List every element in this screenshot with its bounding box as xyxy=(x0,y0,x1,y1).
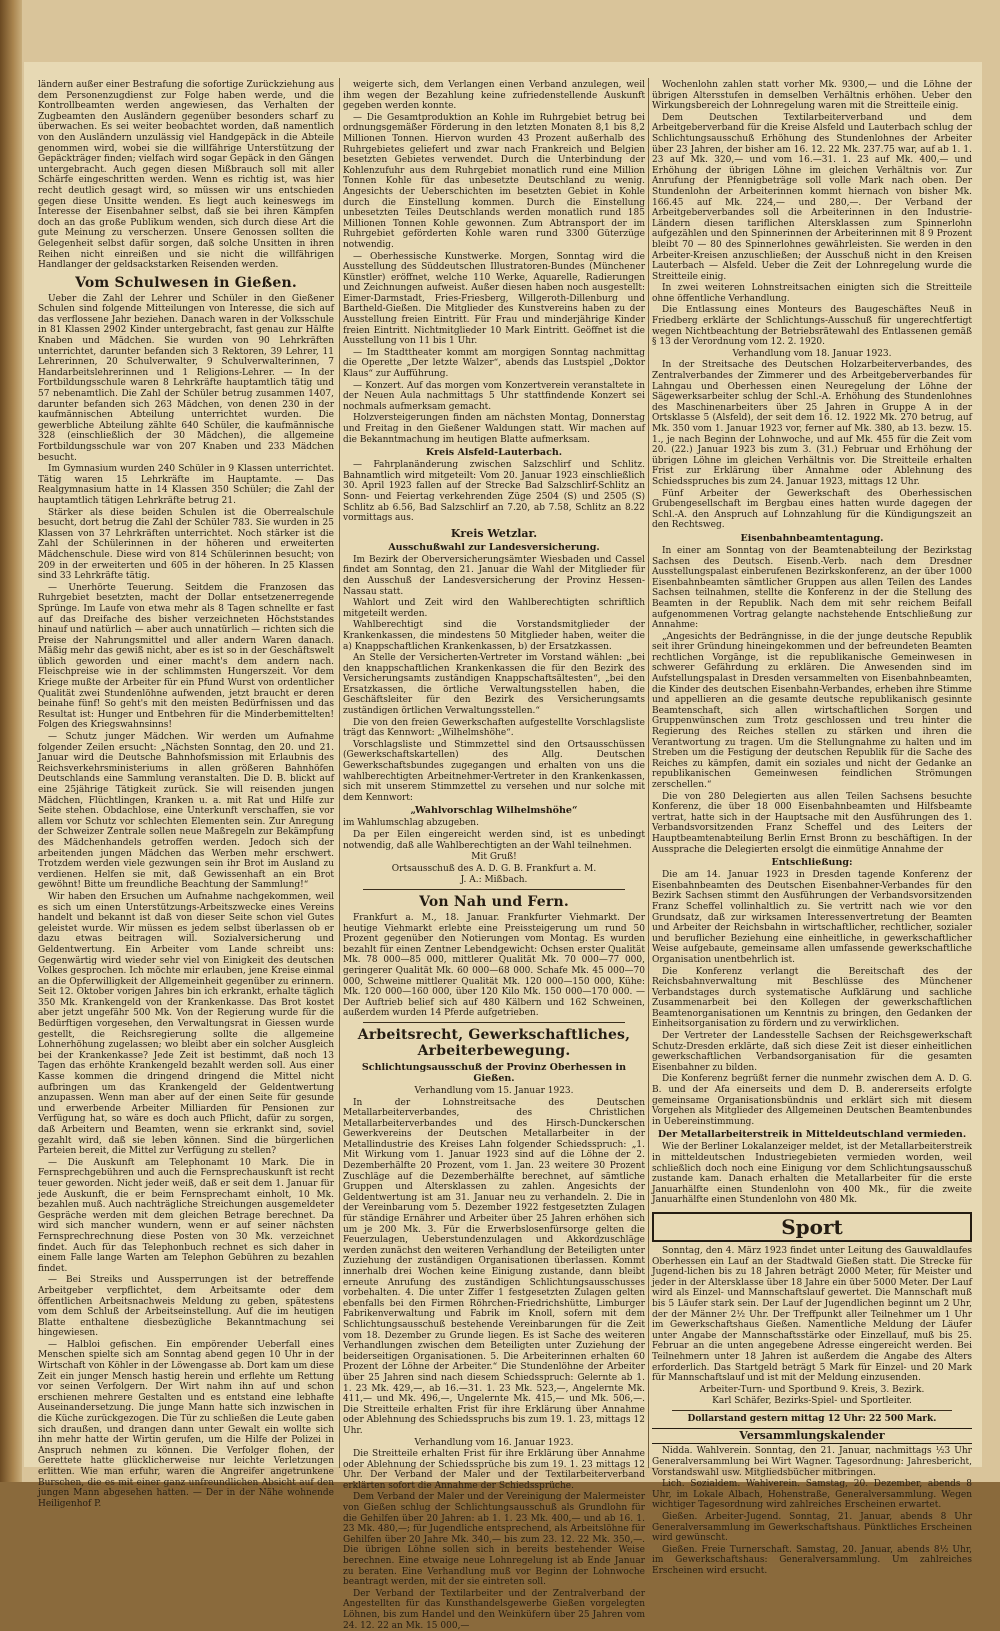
signature-name: Karl Schäfer, Bezirks-Spiel- und Sportleiter. xyxy=(712,1396,912,1407)
paragraph: — Die Auskunft am Telephonamt 10 Mark. Die in Fernsprechgebühren und auch die Fernsprechauskunft ist recht teuer geworden. Nicht jeder weiß, daß er seit dem 1. Januar für jede Auskunft, die er beim Fernsprechamt einholt, 10 Mk. bezahlen muß. Auch nachträgliche Streichungen ausgemeldeter Gespräche werden mit dem gleichen Betrage berechnet. Da wird sich mancher wundern, wenn er auf seiner nächsten Fernsprechrechnung diese Posten von 30 Mk. verzeichnet findet. Auch für das Telephonbuch rechnet es sich daher in einem Falle lange Warten am Telephon Gebühren zu bezahlen findet. xyxy=(38,1157,334,1274)
paragraph: Gießen. Freie Turnerschaft. Samstag, 20. Januar, abends 8½ Uhr, im Gewerkschaftshaus: Generalversammlung. Um zahlreiches Erscheinen wird ersucht. xyxy=(652,1544,972,1576)
paragraph: — Unerhörte Teuerung. Seitdem die Franzosen das Ruhrgebiet besetzten, macht der Dollar entsetzenerregende Sprünge. Im Laufe von etwa mehr als 8 Tagen schnellte er fast auf das Dreifache des bisher verzeichneten Höchststandes hinauf und natürlich — aber auch unnatürlich — richten sich die Preise der Nahrungsmittel und aller andern Waren danach. Mäßig mehr das gewiß nicht, aber es ist so in der Geschäftswelt üblich geworden und einer macht's dem andern nach. Fleischpreise wie in der schlimmsten Hungerszeit. Vor dem Kriege mußte der Arbeiter für ein Pfund Wurst von ordentlicher Qualität zwei Stundenlöhne aufwenden, jetzt braucht er deren beinahe fünf! So geht's mit den meisten Bedürfnissen und das Resultat ist: Hunger und Entbehren für die Minderbemittelten! Folgen des Kriegswahnsinns! xyxy=(38,582,334,731)
column-rule xyxy=(648,78,649,1468)
dateline: Verhandlung vom 15. Januar 1923. xyxy=(414,1085,574,1096)
paragraph: Sonntag, den 4. März 1923 findet unter Leitung des Gauwaldlaufes Oberhessen ein Lauf an der Stadtwald Gießen statt. Die Strecke für Jugend-lichen bis zu 18 Jahren beträgt 2000 Meter, für Meister und jeder in der Altersklasse über 18 Jahre ein über 5000 Meter. Der Lauf wird als Einzel- und Mannschaftslauf gewertet. Die Mannschaft muß bis 5 Läufer stark sein. Der Lauf der Jugendlichen beginnt um 2 Uhr, der der Männer 2½ Uhr. Der Treffpunkt aller Teilnehmer um 1 Uhr im Gewerkschaftshaus Gießen. Namentliche Meldung der Läufer unter Angabe der Mannschaftsstärke oder Einzellauf, muß bis 25. Februar an die unten angegebene Adresse eingereicht werden. Bei Teilnehmern unter 18 Jahren ist außerdem die Angabe des Alters erforderlich. Das Startgeld beträgt 5 Mark für Einzel- und 20 Mark für Mannschaftslauf und ist mit der Meldung einzusenden. xyxy=(652,1245,972,1384)
sport-heading: Sport xyxy=(781,1214,843,1239)
headline-schulwesen: Vom Schulwesen in Gießen. xyxy=(75,274,297,291)
paragraph: Die von den freien Gewerkschaften aufgestellte Vorschlagsliste trägt das Kennwort: „Wilhelmshöhe“. xyxy=(343,717,645,739)
paragraph: Dem Deutschen Textilarbeiterverband und dem Arbeitgeberverband für die Kreise Alsfeld und Lauterbach schlug der Schlichtungsausschuß Erhöhung des Stundenlohnes der Arbeiter über 23 Jahren, der bisher am 16. 12. 22 Mk. 237.75 war, auf ab 1. 1. 23 auf Mk. 320,— und vom 16.—31. 1. 23 auf Mk. 400,— und Erhöhung der übrigen Löhne im gleichen Verhältnis vor. Zur Anrufung der Pfennigbeträge soll volle Mark nach oben. Der Stundenlohn der Arbeiterinnen kommt hiernach von bisher Mk. 166.45 auf Mk. 224,— und 280,—. Der Verband der Arbeitgeberverbandes soll die Arbeiterinnen in den Industrie-Ländern diesen tariflichen Altersklassen zum Spinnerlohn aufgezählen und den Spinnerinnen der Arbeiterinnen mit 8 9 Prozent bleibt 70 — 80 des Spinnerlohnes gewährleisten. Sie werden in den Arbeiter-Kreisen anzuschließen; der Ausschuß nicht in den Kreisen Lauterbach — Alsfeld. Ueber die Zeit der Lohnregelung wurde die Streitteile einig. xyxy=(652,112,972,282)
paragraph: Die von 280 Delegierten aus allen Teilen Sachsens besuchte Konferenz, die über 18 000 Eisenbahnbeamten und Hilfsbeamte vertrat, hatte sich in der Hauptsache mit den Ausführungen des 1. Verbandsvorsitzenden Franz Scheffel und des Leiters der Hauptbeamtenabteilung Berlin Ernst Bronn zu beschäftigen. In der Aussprache die Delegierten ersolgt die einmütige Annahme der xyxy=(652,791,972,855)
paragraph: Lich. Sozialdem. Wahlverein. Samstag, 20. Dezember, abends 8 Uhr, im Lokale Albach, Hohenstraße, Generalversammlung. Wegen wichtiger Tagesordnung wird zahlreiches Erscheinen erwartet. xyxy=(652,1479,972,1511)
column-1 xyxy=(38,80,334,1509)
section-heading-wetzlar: Kreis Wetzlar. xyxy=(450,526,538,540)
signature-name: J. A.: Mißbach. xyxy=(460,875,528,886)
headline-nah-und-fern: Von Nah und Fern. xyxy=(419,893,569,910)
divider xyxy=(363,1022,625,1023)
binding-edge xyxy=(0,0,22,1482)
paragraph: Die Konferenz verlangt die Bereitschaft des der Reichsbahnverwaltung mit Beschlüsse des Münchener Verbandstages durch systematische Aufklärung und sachliche Zusammenarbeit bei den Kollegen der gewerkschaftlichen Beamtenorganisationen um Kenntnis zu bringen, den Gedanken der Einheitsorganisation zu fördern und zu verwirklichen. xyxy=(652,966,972,1030)
paragraph: Wochenlohn zahlen statt vorher Mk. 9300,— und die Löhne der übrigen Altersstufen in demselben Verhältnis erhöhen. Ueber den Wirkungsbereich der Lohnregelung waren mit die Streitteile einig. xyxy=(652,80,972,112)
column-rule xyxy=(339,78,340,1468)
paragraph: — Oberhessische Kunstwerke. Morgen, Sonntag wird die Ausstellung des Süddeutschen Illustratoren-Bundes (Münchener Künstler) eröffnet, welche 110 Werke, Aquarelle, Radierungen und Zeichnungen aufweist. Außer diesen haben noch ausgestellt: Eimer-Darmstadt, Fries-Friesberg, Willgeroth-Dillenburg und Bartheld-Gießen. Die Mitglieder des Kunstvereins haben zu der Ausstellung freien Eintritt. Für Frau und minderjährige Kinder freien Eintritt. Nichtmitglieder 10 Mark Eintritt. Geöffnet ist die Ausstellung von 11 bis 1 Uhr. xyxy=(343,251,645,347)
article-intro: ländern außer einer Bestrafung die sofortige Zurückziehung aus dem Personenzugdienst zur Folge haben werde, und die Kontrollbeamten werden angewiesen, das Verhalten der Zugbeamten den Ausländern gegenüber besonders scharf zu überwachen. Es sei weiter beobachtet worden, daß namentlich von den Ausländern unzulässig viel Handgepäck in die Abteile genommen wird, wobei sie die willfährige Unterstützung der Gepäckträger finden; vielfach wird sogar Gepäck in den Gängen untergebracht. Auch gegen diesen Mißbrauch soll mit aller Schärfe eingeschritten werden. Wenn es richtig ist, was hier recht deutlich gesagt wird, so müssen wir uns entschieden gegen diese Unsitte wenden. Es liegt auch keineswegs im Interesse der Eisenbahner selbst, daß sie bei ihren Kämpfen doch an das große Publikum wenden, sich durch diese Art die gute Meinung zu verscherzen. Unsere Genossen sollten die Gelegenheit selbst dafür sorgen, daß solche Unsitten in ihren Reihen nicht einreißen und sie nicht die willfährigen Handlanger der geldsackstarken Reisenden werden. xyxy=(38,80,334,271)
section-heading-eisenbahn: Eisenbahnbeamtentagung. xyxy=(740,532,884,544)
versammlungskalender-heading: Versammlungskalender xyxy=(652,1428,972,1444)
paragraph: Da per Eilen eingereicht werden sind, ist es unbedingt notwendig, daß alle Wahlberechtigten an der Wahl teilnehmen. xyxy=(343,830,645,851)
wahlvorschlag-line: „Wahlvorschlag Wilhelmshöhe“ xyxy=(410,805,578,817)
section-heading-metallarbeiter: Der Metallarbeiterstreik in Mitteldeutschland vermieden. xyxy=(657,1129,967,1141)
subheading-schlichtung: Schlichtungsausschuß der Provinz Oberhessen in Gießen. xyxy=(361,1061,627,1084)
dateline: Verhandlung vom 16. Januar 1923. xyxy=(414,1437,574,1448)
column-2 xyxy=(343,80,645,1631)
paragraph: In der Lohnstreitsache des Deutschen Metallarbeiterverbandes, des Christlichen Metallarbeiterverbandes und des Hirsch-Dunckerschen Gewerkvereins der Deutschen Metallarbeiter in der Metallindustrie des Kreises Lahn folgender Schiedsspruch: „1. Mit Wirkung vom 1. Januar 1923 sind auf die Löhne der 2. Dezemberhälfte 20 Prozent, vom 1. Jan. 23 weitere 30 Prozent Zuschläge auf die Dezemberhälfte berechnet, auf sämtliche Gruppen und Altersklassen zu zahlen. Angesichts der Geldentwertung ist am 31. Januar neu zu verhandeln. 2. Die in der Vereinbarung vom 5. Dezember 1922 festgesetzten Zulagen für ständige Ernährer und Arbeiter über 25 Jahren erhöhen sich um je 200 Mk. 3. Für die Erwerbslosenfürsorge gelten die Feuerzulagen, Ueberstundenzulagen und Akkordzuschläge werden zunächst den weiteren Verhandlung der Beteiligten unter Zuziehung der zuständigen Organisationen überlassen. Kommt innerhalb drei Wochen keine Einigung zustande, dann bleibt erneute Anrufung des zuständigen Schlichtungsausschusses vorbehalten. 4. Die unter Ziffer 1 festgesetzten Zulagen gelten ebenfalls bei den Firmen Röhrchen-Friedrichshütte, Limburger Fabrikenverwaltung und Fabrik im Knoll, sofern mit dem Schlichtungsausschuß bestehende Vereinbarungen für die Zeit vom 18. Dezember zu Grunde liegen. Es ist Sache des weiteren Verhandlungen zwischen dem Beteiligten unter Zuziehung der beiderseitigen Organisationen. 5. Die Arbeiterinnen erhalten 60 Prozent der Löhne der Arbeiter.“ Die Stundenlöhne der Arbeiter über 25 Jahren sind nach diesem Schiedsspruch: Gelernte ab 1. 1. 23 Mk. 429,—, ab 16.—31. 1. 23 Mk. 523,—, Angelernte Mk. 411,— und Mk. 496,—, Ungelernte Mk. 415,— und Mk. 506,—. Die Streitteile erhalten Frist für ihre Erklärung über Annahme oder Ablehnung des Schiedsspruchs bis zum 19. 1. 23, mittags 12 Uhr. xyxy=(343,1097,645,1436)
paragraph: Der Vertreter der Landesstelle Sachsen der Reichsgewerkschaft Schutz-Dresden erklärte, daß sich diese Zeit ist dieser einheitlichen gewerkschaftlichen Verbandsorganisation für die gesamten Eisenbahner zu bilden. xyxy=(652,1031,972,1073)
paragraph: Im Bezirk der Oberversicherungsämter Wiesbaden und Cassel findet am Sonntag, den 21. Januar die Wahl der Mitglieder für den Ausschuß der Landesversicherung der Provinz Hessen-Nassau statt. xyxy=(343,554,645,597)
paragraph: Holzversteigerungen finden am nächsten Montag, Donnerstag und Freitag in den Gießener Waldungen statt. Wir machen auf die Bekanntmachung im heutigen Blatte aufmerksam. xyxy=(343,413,645,445)
column-3 xyxy=(652,80,972,1576)
paragraph: — Bei Streiks und Aussperrungen ist der betreffende Arbeitgeber verpflichtet, dem Arbeitsamte oder dem öffentlichen Arbeitsnachweis Meldung zu geben, spätestens vom dem Schluß der Arbeitseinstellung. Auf die im heutigen Blatte enthaltene diesbezügliche Bekanntmachung sei hingewiesen. xyxy=(38,1275,334,1339)
paragraph: Wahlort und Zeit wird den Wahlberechtigten schriftlich mitgeteilt werden. xyxy=(343,598,645,619)
paragraph: Nidda. Wahlverein. Sonntag, den 21. Januar, nachmittags ½3 Uhr Generalversammlung bei Wirt Wagner. Tagesordnung: Jahresbericht, Vorstandswahl usw. Mitgliedsbücher mitbringen. xyxy=(652,1446,972,1478)
paragraph: — Fahrplanänderung zwischen Salzschlirf und Schlitz. Bahnamtlich wird mitgeteilt: Vom 20. Januar 1923 einschließlich 30. April 1923 fallen auf der Strecke Bad Salzschlirf-Schlitz an Sonn- und Feiertag verkehrenden Züge 2504 (S) und 2505 (S) Schlitz ab 6.56, Bad Salzschlirf an 7.20, ab 7.58, Schlitz an 8.22 vormittags aus. xyxy=(343,460,645,524)
paragraph: — Halbloi gefischen. Ein empörender Ueberfall eines Menschen spielte sich am Sonntag abend gegen 10 Uhr in der Wirtschaft von Köhler in der Löwengasse ab. Dort kam um diese Zeit ein junger Mensch hastig herein und erflehte um Rettung vor seinen Verfolgern. Der Wirt nahm ihn auf und schon erschienen mehrere Gestalten und es entstand eine lebhafte Auseinandersetzung. Die junge Mann hatte sich inzwischen in die Küche zurückgezogen. Die Tür zu schließen die Leute gaben sich draußen, und drangen dann unter Gewalt ein wollte sich ihn mehr hatte der Wirtin gerufen, um die Hilfe der Polizei in Anspruch nehmen zu können. Die Verfolger flohen, der Gerettete hatte glücklicherweise nur leichte Verletzungen erlitten. Wie man erfuhr, waren die Angreifer angetrunkene Burschen, die es mit einer ganz unfreundlichen Absicht auf den jungen Mann abgesehen hatten. — Der in der Nähe wohnende Heiligenhof P. xyxy=(38,1339,334,1509)
paragraph: An Stelle der Versicherten-Vertreter im Vorstand wählen: „bei den knappschaftlichen Krankenkassen die für den Bezirk des Versicherungsamts zuständigen Knappschaftsältesten“, „bei den Ersatzkassen, die örtliche Verwaltungsstellen haben, die Geschäftsleiter für den Bezirk des Versicherungsamts zuständigen örtlichen Verwaltungsstellen.“ xyxy=(343,653,645,717)
paragraph: Ueber die Zahl der Lehrer und Schüler in den Gießener Schulen sind folgende Mitteilungen von Interesse, die sich auf das verflossene Jahr beziehen. Danach waren in der Volksschule in 81 Klassen 2902 Kinder untergebracht, fast genau zur Hälfte Knaben und Mädchen. Sie wurden von 90 Lehrkräften unterrichtet, darunter befanden sich 3 Rektoren, 39 Lehrer, 11 Lehrerinnen, 20 Schulverwalter, 9 Schulverwalterinnen, 7 Handarbeitslehrerinnen und 1 Religions-Lehrer. — In der Fortbildungsschule waren 8 Lehrkräfte hauptamtlich tätig und 57 nebenamtlich. Die Zahl der Schüler betrug zusammen 1407, darunter befanden sich 263 Mädchen, von denen 230 in der kaufmännischen Abteilung unterrichtet wurden. Die gewerbliche Abteilung zählte 640 Schüler, die kaufmännische 328 (einschließlich der 30 Mädchen), die allgemeine Fortbildungsschule war von 207 Knaben und 233 Mädchen besucht. xyxy=(38,293,334,463)
paragraph: Wie der Berliner Lokalanzeiger meldet, ist der Metallarbeiterstreik in mitteldeutschen Industriegebieten vermieden worden, weil schließlich doch noch eine Einigung vor dem Schlichtungsausschuß zustande kam. Danach erhalten die Metallarbeiter für die erste Januarhälfte einen Stundenlohn von 400 Mk., für die zweite Januarhälfte einen Stundenlohn von 480 Mk. xyxy=(652,1142,972,1206)
subheading-entschliessung: Entschließung: xyxy=(771,857,853,869)
paragraph: In der Streitsache des Deutschen Holzarbeiterverbandes, des Zentralverbandes der Zimmerer und des Arbeitgeberverbandes für Lahngau und Oberhessen einen Neuregelung der Löhne der Sägewerksarbeiter schlug der Schl.-A. Erhöhung des Stundenlohnes des Maschinenarbeiters über 25 Jahren in Gruppe A in der Ortsklasse 5 (Alsfeld), der seit dem 16. 12. 1922 Mk. 270 betrug, auf Mk. 350 vom 1. Januar 1923 vor, ferner auf Mk. 380, ab 13. bezw. 15. 1., je nach Beginn der Lohnwoche, und auf Mk. 455 für die Zeit vom 20. (22.) Januar 1923 bis zum 3. (31.) Februar und Erhöhung der übrigen Löhne im gleichen Verhältnis vor. Die Streitteile erhalten Frist zur Erklärung über Annahme oder Ablehnung des Schiedsspruches bis zum 24. Januar 1923, mittags 12 Uhr. xyxy=(652,360,972,487)
paragraph: Gießen. Arbeiter-Jugend. Sonntag, 21. Januar, abends 8 Uhr Generalversammlung im Gewerkschaftshaus. Pünktliches Erscheinen wird gewünscht. xyxy=(652,1512,972,1544)
signature-greeting: Mit Gruß! xyxy=(471,852,517,863)
paragraph: Wahlberechtigt sind die Vorstandsmitglieder der Krankenkassen, die mindestens 50 Mitglieder haben, weiter die a) Knappschaftlichen Krankenkassen, b) der Ersatzkassen. xyxy=(343,620,645,652)
paragraph: Dem Verband der Maler und der Vereinigung der Malermeister von Gießen schlug der Schlichtungsausschuß als Grundlohn für die Gehilfen über 20 Jahren: ab 1. 1. 23 Mk. 400,— und ab 16. 1. 23 Mk. 480,—; für Jugendliche entsprechend, als Arbeitslöhne für Gehilfen über 20 Jahre Mk. 340,— bis zum 23. 12. 22 Mk. 350,—. Die übrigen Löhne sollen sich in bereits bestehender Weise berechnen. Eine etwaige neue Lohnregelung ist ab Ende Januar zu beraten. Eine Verhandlung muß vor Beginn der Lohnwoche beantragt werden, mit der sie eintreten soll. xyxy=(343,1492,645,1588)
paragraph: im Wahlumschlag abzugeben. xyxy=(343,818,479,829)
signature-org: Arbeiter-Turn- und Sportbund 9. Kreis, 3. Bezirk. xyxy=(699,1384,925,1395)
paragraph: Der Verband der Textilarbeiter und der Zentralverband der Angestellten für das Kunsthandelsgewerbe Gießen vorgelegten Löhnen, bis zum Handel und den Weinküfern über 25 Jahren vom 24. 12. 22 an Mk. 15 000,— xyxy=(343,1588,645,1631)
sport-header-box xyxy=(652,1212,972,1242)
headline-arbeitsrecht: Arbeitsrecht, Gewerkschaftliches, Arbeiterbewegung. xyxy=(357,1026,631,1059)
signature-org: Ortsausschuß des A. D. G. B. Frankfurt a. M. xyxy=(391,863,597,874)
paragraph: — Die Gesamtproduktion an Kohle im Ruhrgebiet betrug bei ordnungsgemäßer Förderung in den letzten Monaten 8,1 bis 8,2 Millionen Tonnen. Hiervon wurden 43 Prozent außerhalb des Ruhrgebietes geliefert und zwar nach Frankreich und Belgien besetzten Gebietes verwendet. Durch die Unterbindung der Kohlenzufuhr aus dem Ruhrgebiet monatlich rund eine Million Tonnen Kohle für das unbesetzte Deutschland zu wenig. Angesichts der Ueberschichten im besetzten Gebiet in Kohle durch die Einstellung kommen. Durch die Einstellung unbesetzten Teiles Deutschlands werden monatlich rund 185 Millionen Tonnen Kohle gewonnen. Zum Abtransport der im Ruhrgebiet geförderten Kohle waren rund 3300 Güterzüge notwendig. xyxy=(343,112,645,250)
subheading-ausschusswahl: Ausschußwahl zur Landesversicherung. xyxy=(388,541,600,553)
dollar-rate: Dollarstand gestern mittag 12 Uhr: 22 500 Mark. xyxy=(687,1413,937,1424)
paragraph: — Schutz junger Mädchen. Wir werden um Aufnahme folgender Zeilen ersucht: „Nächsten Sonntag, den 20. und 21. Januar wird die Deutsche Bahnhofsmission mit Erlaubnis des Reichsverkehrsministeriums in allen größeren Bahnhöfen Deutschlands eine Sammlung veranstalten. Die D. B. blickt auf eine 25jährige Tätigkeit zurück. Sie will reisenden jungen Mädchen, Flüchtlingen, Kranken u. a. mit Rat und Hilfe zur Seite stehen. Obdachlose, eine Unterkunft verschaffen, sie vor allem vor Schutz vor schlechten Elementen sein. Zur Anregung der Schweizer Zentrale sollen neue Maßregeln zur Bekämpfung des Mädchenhandels getroffen werden. Jedoch sich der arbeitenden jungen Mädchen das Werben mehr erschwert. Trotzdem werden viele gezwungen sein ihr Brot im Ausland zu verdienen. Helfen sie mit, daß Gewissenhaft an ein Brot gewöhnt! Bitte um freundliche Beachtung der Sammlung!“ xyxy=(38,732,334,891)
paragraph: Die Streitteile erhalten Frist für ihre Erklärung über Annahme oder Ablehnung der Schiedssprüche bis zum 19. 1. 23 mittags 12 Uhr. Der Verband der Maler und der Textilarbeiterverband erklärten sofort die Annahme der Schiedssprüche. xyxy=(343,1449,645,1491)
paragraph: In zwei weiteren Lohnstreitsachen einigten sich die Streitteile ohne öffentliche Verhandlung. xyxy=(652,283,972,304)
divider xyxy=(672,1410,952,1411)
paragraph: Frankfurt a. M., 18. Januar. Frankfurter Viehmarkt. Der heutige Viehmarkt erlebte eine Preissteigerung um rund 50 Prozent gegenüber den Notierungen vom Montag. Es wurden bezahlt für einen Zentner Lebendgewicht: Ochsen erster Qualität Mk. 78 000—85 000, mittlerer Qualität Mk. 70 000—77 000, geringerer Qualität Mk. 60 000—68 000. Schafe Mk. 45 000—70 000, Schweine mittlerer Qualität Mk. 120 000—150 000, Kühe: Mk. 120 000—160 000, über 120 Kilo Mk. 150 000—170 000. — Der Auftrieb belief sich auf 480 Kälbern und 162 Schweinen, außerdem wurden 14 Pferde aufgetrieben. xyxy=(343,912,645,1019)
paragraph: — Konzert. Auf das morgen vom Konzertverein veranstaltete in der Neuen Aula nachmittags 5 Uhr stattfindende Konzert sei nochmals aufmerksam gemacht. xyxy=(343,380,645,412)
paragraph: Die Konferenz begrüßt ferner die nunmehr zwischen dem A. D. G. B. und der Afa einerseits und dem D. B. andererseits erfolgte gemeinsame Organisationsbündnis und erklärt sich mit diesem Vorgehen als Mitglieder des Allgemeinen Deutschen Beamtenbundes in Uebereinstimmung. xyxy=(652,1074,972,1127)
paragraph: Die am 14. Januar 1923 in Dresden tagende Konferenz der Eisenbahnbeamten des Deutschen Eisenbahner-Verbandes für den Bezirk Sachsen stimmt den Ausführungen der Verbandsvorsitzenden Franz Scheffel vollinhaltlich zu. Sie vertritt nach wie vor den Grundsatz, daß zur wirksamen Interessenvertretung der Beamten und Arbeiter der Reichsbahn in wirtschaftlicher, rechtlicher, sozialer und beruflicher Beziehung eine einheitliche, in gewerkschaftlicher Weise aufgebaute, gemeinsame allen umfassende gewerkschaftliche Organisation unentbehrlich ist. xyxy=(652,870,972,965)
paragraph: „Angesichts der Bedrängnisse, in die der junge deutsche Republik seit ihrer Gründung hineingekommen und der befreundeten Beamten rechtlichen Vorgänge, ist die republikanische Gemeinwesen in schwerer Gefährdung zu erklären. Die Anwesenden sind im Aufstellungspalast in Dresden versammelten von Eisenbahnbeamten, die Kinder des deutschen Eisenbahn-Verbandes, erheben ihre Stimme und appellieren an die gesamte deutsche republikanisch gesinnte Beamtenschaft, sich allen wirtschaftlichen Sorgen und Gruppenwünschen zum Trotz geschlossen und treu hinter die Regierung des Reiches stellen zu stärken und ihren die Verantwortung zu tragen. Um die Stellungnahme zu halten und im Streben um die Festigung der deutschen Republik für die Sache des Reiches zu kämpfen, damit ein soziales und nicht der Gedanke an republikanischen Gemeinwesen feindlichen Strömungen zerschellen.“ xyxy=(652,631,972,790)
paragraph: Wir haben den Ersuchen um Aufnahme nachgekommen, weil es sich um einen Unterstützungs-Arbeitszwecke eines Vereins handelt und bekannt ist daß von dieser Seite schon viel Gutes geleistet wurde. Wir müssen es jedem selbst überlassen ob er dazu etwas beitragen will. Sozialversicherung und Geldentwertung. Ein Arbeiter vom Lande schreibt uns: Gegenwärtig wird wieder sehr viel von Einigkeit des deutschen Volkes gesprochen. Ich möchte mir erlauben, jene Kreise einmal an die Opferwilligkeit der Allgemeinheit gegenüber zu erinnern. Seit 12. Oktober vorigen Jahres bin ich erkrankt, erhalte täglich 350 Mk. Krankengeld von der Krankenkasse. Das Brot kostet aber jetzt ungefähr 500 Mk. Von der Regierung wurde für die Bedürftigen vorgesehen, den Verwaltungsrat in Giessen wurde gestellt, die Reichsregierung sollte die allgemeine Lohnerhöhung zugelassen; wo bleibt aber ein solcher Ausgleich bei der Krankenkasse? Jede Zeit ist bestimmt, daß noch 13 Tagen das erhöhte Krankengeld bezahlt werden soll. Aus einer Kasse kommen die dringend dringend die Mittel nicht aufbringen um das Krankengeld der Geldentwertung anzupassen. Wenn man aber auf der einen Seite für gesunde und erwerbende Arbeiter Milliarden für Pensionen zur Verfügung hat, so wäre es doch auch Pflicht, dafür zu sorgen, daß Arbeitern und Beamten, wenn sie erkrankt sind, soviel gezahlt wird, daß sie leben können. Sind die bürgerlichen Parteien bereit, die Mittel zur Verfügung zu stellen? xyxy=(38,891,334,1157)
paragraph: Stärker als diese beiden Schulen ist die Oberrealschule besucht, dort betrug die Zahl der Schüler 783. Sie wurden in 25 Klassen von 37 Lehrkräften unterrichtet. Noch stärker ist die Zahl der Schülerinnen in der höheren und erweiterten Mädchenschule. Diese wird von 814 Schülerinnen besucht; von 209 in der erweiterten und 605 in der höheren. In 25 Klassen sind 33 Lehrkräfte tätig. xyxy=(38,507,334,582)
paragraph: Die Entlassung eines Monteurs des Baugeschäftes Neuß in Friedberg erklärte der Schlichtungs-Ausschuß für ungerechtfertigt wegen Nichtbeachtung der Betriebsrätewahl des Entlassenen gemäß § 13 der Verordnung vom 12. 2. 1920. xyxy=(652,305,972,348)
paragraph: In einer am Sonntag von der Beamtenabteilung der Bezirkstag Sachsen des Deutsch. Eisenb.-Verb. nach dem Dresdner Ausstellungspalast einberufenen Bezirkskonferenz, an der über 1000 Eisenbahnbeamten sämtlicher Gruppen aus allen Teilen des Landes Sachsen teilnahmen, stellte die Konferenz in der die Stellung des Beamten in der Republik. Nach dem mit sehr reichem Beifall aufgenommenen Vortrag gelangte nachstehende Entschließung zur Annahme: xyxy=(652,545,972,631)
divider xyxy=(363,889,625,890)
dateline: Verhandlung vom 18. Januar 1923. xyxy=(732,348,892,359)
paragraph: Im Gymnasium wurden 240 Schüler in 9 Klassen unterrichtet. Tätig waren 15 Lehrkräfte im Hauptamte. — Das Realgymnasium hatte in 14 Klassen 350 Schüler; die Zahl der hauptamtlich tätigen Lehrkräfte betrug 21. xyxy=(38,464,334,506)
paragraph: — Im Stadttheater kommt am morgigen Sonntag nachmittag die Operette „Der letzte Walzer“, abends das Lustspiel „Doktor Klaus“ zur Aufführung. xyxy=(343,347,645,380)
paragraph: Vorschlagsliste und Stimmzettel sind den Ortsausschüssen (Gewerkschaftskartellen) des Allg. Deutschen Gewerkschaftsbundes zugegangen und erhalten von uns die wahlberechtigten Arbeitnehmer-Vertreter in den Krankenkassen, sich mit unserem Stimmzettel zu versehen und nur solche mit dem Kennwort: xyxy=(343,739,645,803)
paragraph: weigerte sich, dem Verlangen einen Verband anzulegen, weil ihm wegen der Bezahlung keine zufriedenstellende Auskunft gegeben werden konnte. xyxy=(343,80,645,112)
section-heading-alsfeld: Kreis Alsfeld-Lauterbach. xyxy=(425,447,563,459)
paragraph: Fünf Arbeiter der Gewerkschaft des Oberhessischen Grubengesellschaft im Bergbau eines hatten wurde dagegen der Schl.-A. den Anspruch auf Lohnzahlung für die Kündigungszeit an den Rechtsweg. xyxy=(652,488,972,531)
